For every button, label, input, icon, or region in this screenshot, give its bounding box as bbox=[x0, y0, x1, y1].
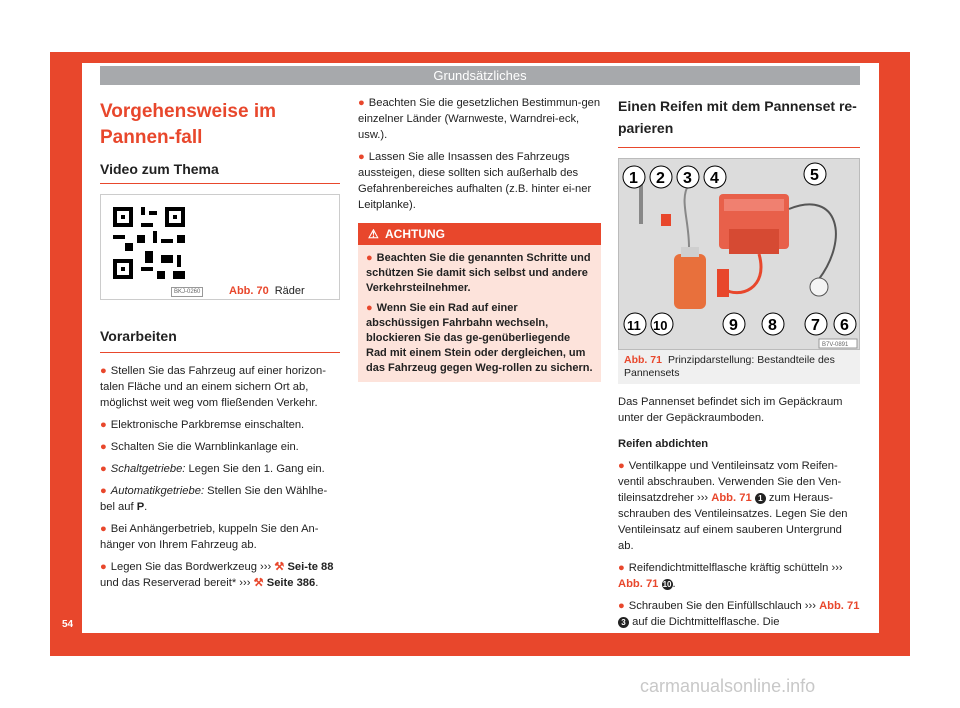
page-heading: Vorgehensweise im Pannen-fall bbox=[100, 101, 276, 148]
column-3 bbox=[618, 95, 860, 636]
page-number: 54 bbox=[62, 619, 74, 630]
repair-kit-illustration bbox=[619, 159, 859, 349]
section-heading-repair: Einen Reifen mit dem Pannenset re-parieren bbox=[618, 95, 860, 148]
svg-text:6: 6 bbox=[840, 317, 849, 334]
running-header: Grundsätzliches bbox=[100, 66, 860, 85]
warning-icon: ⚠ bbox=[368, 227, 379, 241]
svg-text:4: 4 bbox=[710, 170, 719, 187]
intro-paragraph: Das Pannenset befindet sich im Gepäckraum unter der Gepäckraumboden. bbox=[618, 396, 843, 424]
video-title: Video zum Thema bbox=[100, 161, 340, 184]
watermark: carmanualsonline.info bbox=[640, 676, 816, 696]
figure-reference-link[interactable]: Abb. 71 bbox=[819, 600, 860, 612]
column-1 bbox=[100, 95, 340, 597]
figure-caption-text: Prinzipdarstellung: Bestandteile des Pannensets bbox=[624, 354, 835, 379]
figure-71-image bbox=[618, 158, 860, 350]
warning-header: ⚠ ACHTUNG bbox=[358, 223, 601, 245]
subheading: Reifen abdichten bbox=[618, 438, 709, 450]
svg-text:5: 5 bbox=[810, 167, 819, 184]
figure-caption bbox=[618, 350, 860, 384]
section-heading-vorarbeiten: Vorarbeiten bbox=[100, 328, 340, 353]
wrench-icon: ⚒ bbox=[253, 577, 264, 589]
svg-text:10: 10 bbox=[653, 318, 668, 333]
part-number-badge: 1 bbox=[755, 493, 766, 504]
svg-text:3: 3 bbox=[683, 170, 692, 187]
page-reference-link[interactable]: Sei-te 88 bbox=[287, 561, 334, 573]
list-item: ● Elektronische Parkbremse einschalten. bbox=[100, 419, 305, 431]
column-2 bbox=[358, 95, 601, 382]
preparation-list bbox=[100, 363, 340, 591]
list-item: ● Schaltgetriebe: Legen Sie den 1. Gang ein. bbox=[100, 463, 325, 475]
qr-code-icon[interactable] bbox=[109, 203, 189, 283]
figure-reference-link[interactable]: Abb. 71 bbox=[711, 492, 752, 504]
figure-70 bbox=[100, 194, 340, 300]
list-item: ● Reifendichtmittelflasche kräftig schütteln ››› Abb. 71 10. bbox=[618, 562, 843, 590]
list-item: ● Beachten Sie die gesetzlichen Bestimmun-gen einzelner Länder (Warnweste, Warndrei-eck, usw.). bbox=[358, 97, 601, 141]
figure-code: BKJ-0260 bbox=[171, 287, 203, 297]
figure-caption-text: Räder bbox=[274, 285, 305, 297]
svg-text:11: 11 bbox=[627, 318, 641, 333]
list-item: ● Bei Anhängerbetrieb, kuppeln Sie den An-hänger von Ihrem Fahrzeug ab. bbox=[100, 523, 319, 551]
list-item: ● Schalten Sie die Warnblinkanlage ein. bbox=[100, 441, 299, 453]
list-item: ● Stellen Sie das Fahrzeug auf einer horizon-talen Fläche und an einem sichern Ort ab, möglichst weit weg vom fließenden Verkehr. bbox=[100, 365, 326, 409]
part-number-badge: 10 bbox=[662, 579, 672, 589]
list-item: ● Legen Sie das Bordwerkzeug ››› ⚒ Sei-te 88 und das Reserverad bereit* ››› ⚒ Seite 386. bbox=[100, 561, 334, 589]
warning-body bbox=[358, 245, 601, 382]
figure-label: Abb. 70 bbox=[229, 285, 269, 297]
list-item: ● Schrauben Sie den Einfüllschlauch ››› Abb. 71 3 auf die Dichtmittelflasche. Die bbox=[618, 600, 860, 628]
svg-text:8: 8 bbox=[768, 317, 777, 334]
svg-text:9: 9 bbox=[729, 317, 738, 334]
figure-reference-link[interactable]: Abb. 71 bbox=[618, 578, 659, 590]
repair-steps bbox=[618, 458, 860, 630]
page-reference-link[interactable]: Seite 386 bbox=[266, 577, 316, 589]
svg-text:1: 1 bbox=[629, 170, 638, 187]
figure-caption bbox=[229, 283, 305, 299]
figure-label: Abb. 71 bbox=[624, 354, 662, 366]
svg-text:7: 7 bbox=[811, 317, 820, 334]
warning-box bbox=[358, 223, 601, 382]
list-item: ● Ventilkappe und Ventileinsatz vom Reifen-ventil abschrauben. Verwenden Sie den Ven-tileinsatzdreher ››› Abb. 71 1 zum Heraus-schrauben des Ventileinsatzes. Legen Sie den Ventileinsatz auf einem sauberen Untergrund ab. bbox=[618, 460, 848, 552]
safety-list bbox=[358, 95, 601, 213]
part-number-badge: 3 bbox=[618, 617, 629, 628]
list-item: ● Automatikgetriebe: Stellen Sie den Wählhe-bel auf P. bbox=[100, 485, 328, 513]
warning-item: ● Wenn Sie ein Rad auf einer abschüssigen Fahrbahn wechseln, blockieren Sie das ge-genüberliegende Rad mit einem Stein oder dergleichen, um das Fahrzeug gegen Weg-rollen zu sichern. bbox=[366, 302, 593, 374]
warning-item: ● Beachten Sie die genannten Schritte und schützen Sie damit sich selbst und andere Verkehrsteilnehmer. bbox=[366, 252, 591, 294]
svg-text:2: 2 bbox=[656, 170, 665, 187]
wrench-icon: ⚒ bbox=[274, 561, 285, 573]
figure-code: B7V-0891 bbox=[822, 342, 849, 348]
list-item: ● Lassen Sie alle Insassen des Fahrzeugs aussteigen, diese sollten sich außerhalb des Gefahrenbereiches aufhalten (z.B. hinter ei-ner Leitplanke). bbox=[358, 151, 592, 211]
